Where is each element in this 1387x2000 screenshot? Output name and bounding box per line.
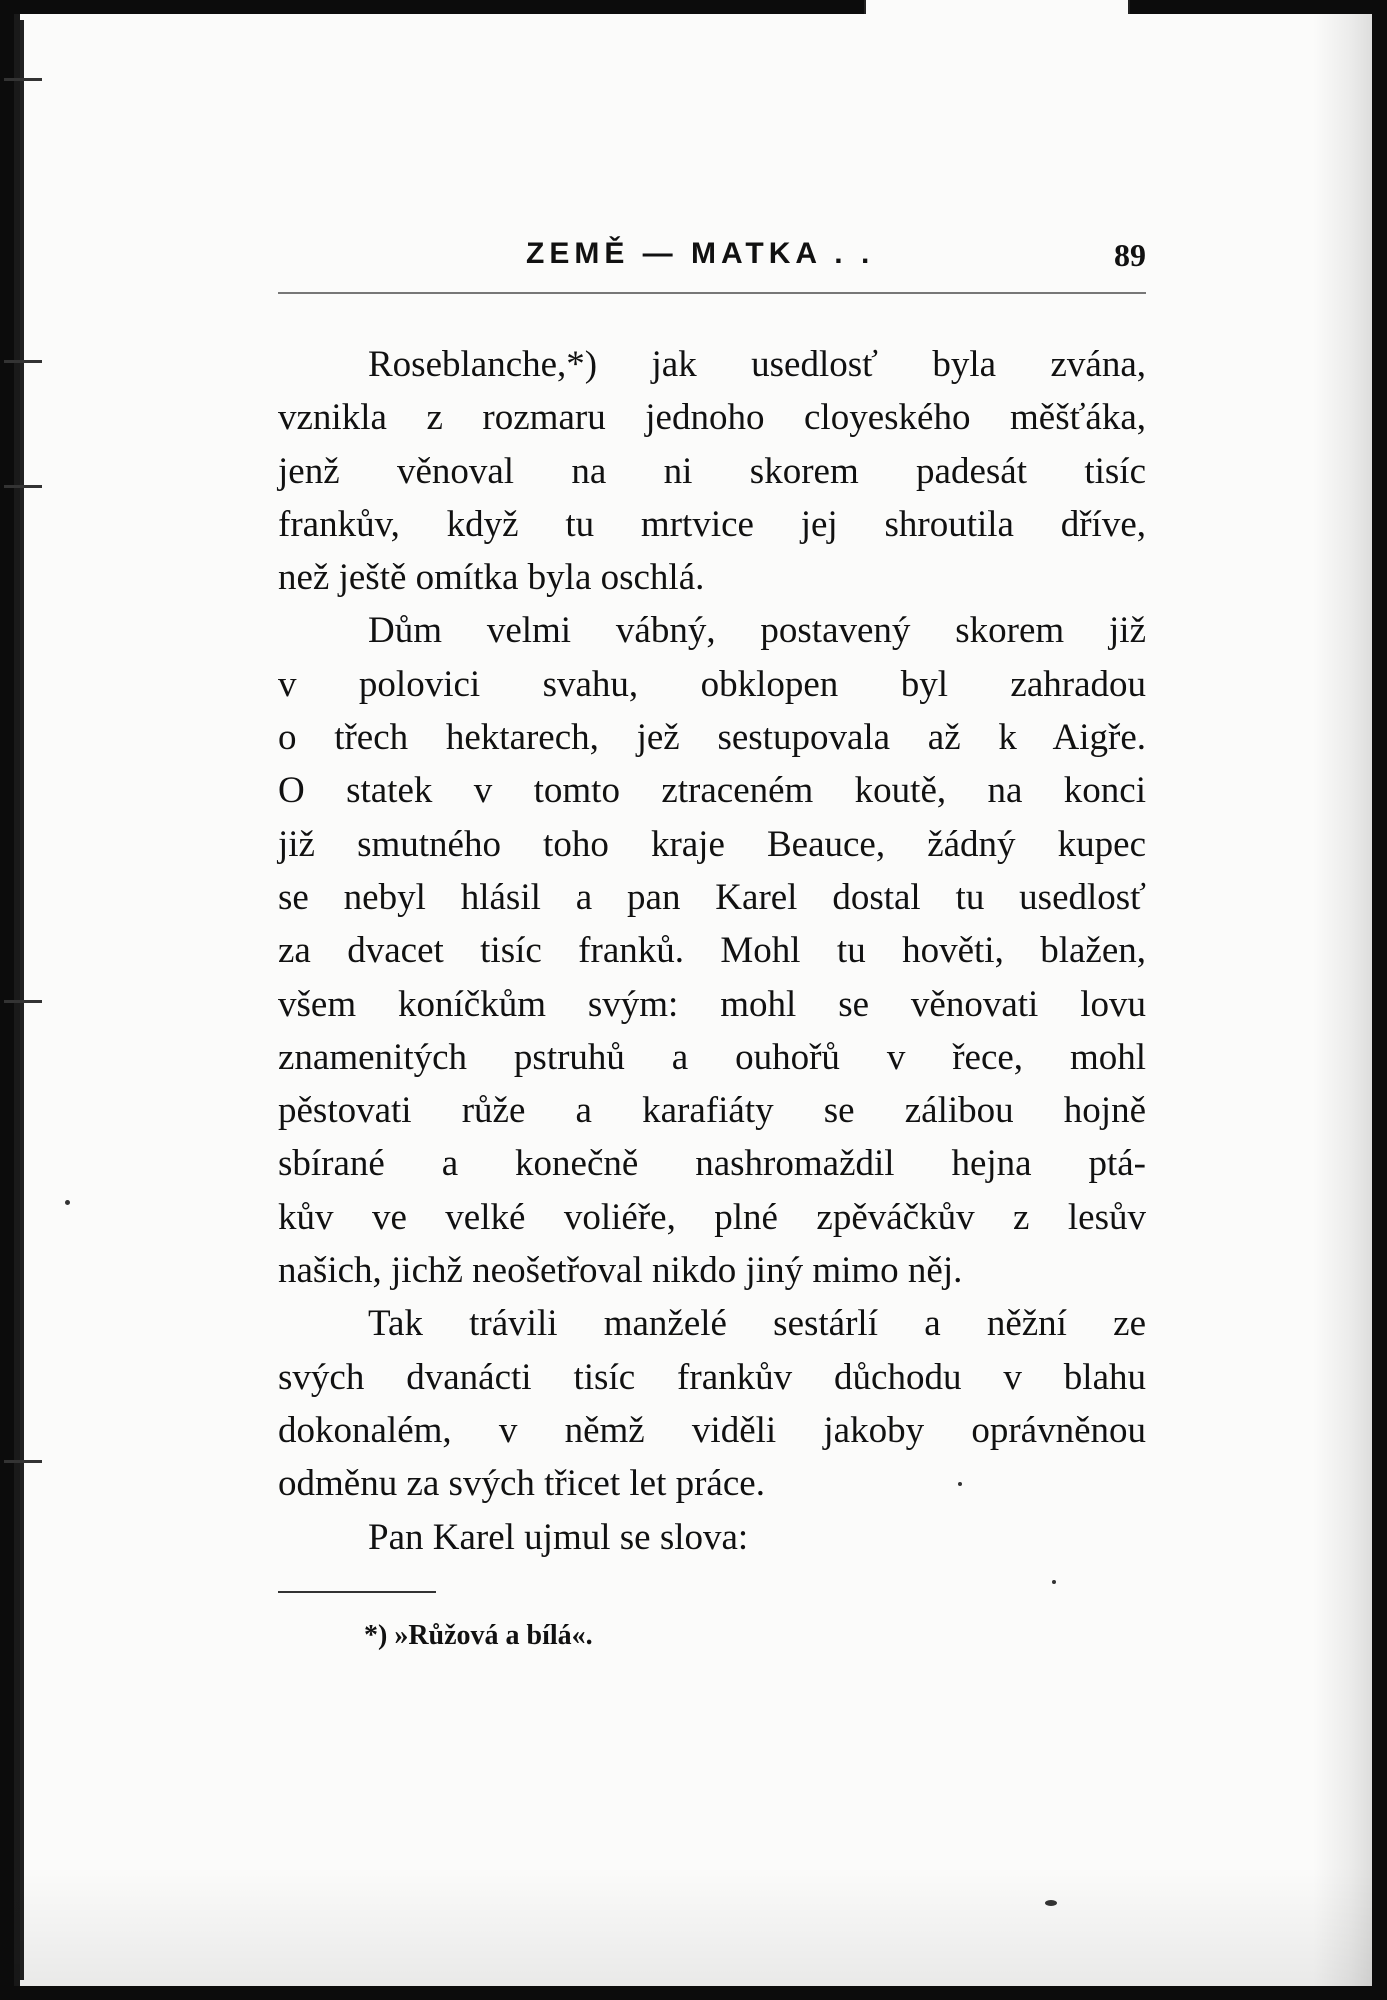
running-title: ZEMĚ — MATKA . . — [526, 237, 875, 270]
text-line: Roseblanche,*) jak usedlosť byla zvána, — [368, 344, 1146, 385]
text-line: našich, jichž neošetřoval nikdo jiný mimo něj. — [278, 1250, 963, 1292]
binding-notch — [4, 78, 42, 81]
scan-speck — [958, 1482, 962, 1486]
scan-speck — [1045, 1900, 1057, 1906]
text-line: odměnu za svých třicet let práce. — [278, 1463, 765, 1505]
page-curl-shadow — [1313, 14, 1373, 1986]
running-header — [278, 237, 1146, 281]
text-line: svých dvanácti tisíc frankův důchodu v blahu — [278, 1356, 1146, 1398]
text-line: již smutného toho kraje Beauce, žádný kupec — [278, 823, 1146, 865]
text-line: O statek v tomto ztraceném koutě, na konci — [278, 770, 1146, 812]
text-line: v polovici svahu, obklopen byl zahradou — [278, 663, 1146, 705]
text-line: Tak trávili manželé sestárlí a něžní ze — [368, 1303, 1146, 1345]
page-number: 89 — [1114, 237, 1146, 273]
text-line: pěstovati růže a karafiáty se zálibou hojně — [278, 1090, 1146, 1132]
body-text — [278, 338, 1146, 1564]
binding-notch — [4, 1460, 42, 1463]
text-line: kův ve velké voliéře, plné zpěváčkův z lesův — [278, 1196, 1146, 1238]
footnote: *) »Růžová a bílá«. — [364, 1620, 593, 1651]
binding-notch — [4, 360, 42, 363]
text-line: všem koníčkům svým: mohl se věnovati lovu — [278, 983, 1146, 1025]
footnote-rule — [278, 1591, 436, 1593]
text-line: než ještě omítka byla oschlá. — [278, 557, 705, 599]
scan-speck — [65, 1200, 70, 1205]
text-line: Dům velmi vábný, postavený skorem již — [368, 610, 1146, 652]
scan-top-tab — [864, 0, 1130, 14]
text-line: Pan Karel ujmul se slova: — [368, 1516, 749, 1558]
text-line: sbírané a konečně nashromaždil hejna ptá- — [278, 1143, 1146, 1185]
text-line: dokonalém, v němž viděli jakoby oprávněnou — [278, 1409, 1146, 1451]
scan-speck — [1052, 1580, 1056, 1584]
text-line: jenž věnoval na ni skorem padesát tisíc — [278, 450, 1146, 492]
page-bottom-shadow — [14, 1866, 1372, 1986]
header-rule — [278, 292, 1146, 294]
binding-notch — [4, 485, 42, 488]
text-line: se nebyl hlásil a pan Karel dostal tu usedlosť — [278, 876, 1146, 918]
text-line: frankův, když tu mrtvice jej shroutila dříve, — [278, 503, 1146, 545]
text-line: vznikla z rozmaru jednoho cloyeského měšťáka, — [278, 397, 1146, 439]
text-line: znamenitých pstruhů a ouhořů v řece, mohl — [278, 1036, 1146, 1078]
text-line: o třech hektarech, jež sestupovala až k Aigře. — [278, 717, 1146, 759]
binding-notch — [4, 1000, 42, 1003]
text-line: za dvacet tisíc franků. Mohl tu hověti, blažen, — [278, 930, 1146, 972]
